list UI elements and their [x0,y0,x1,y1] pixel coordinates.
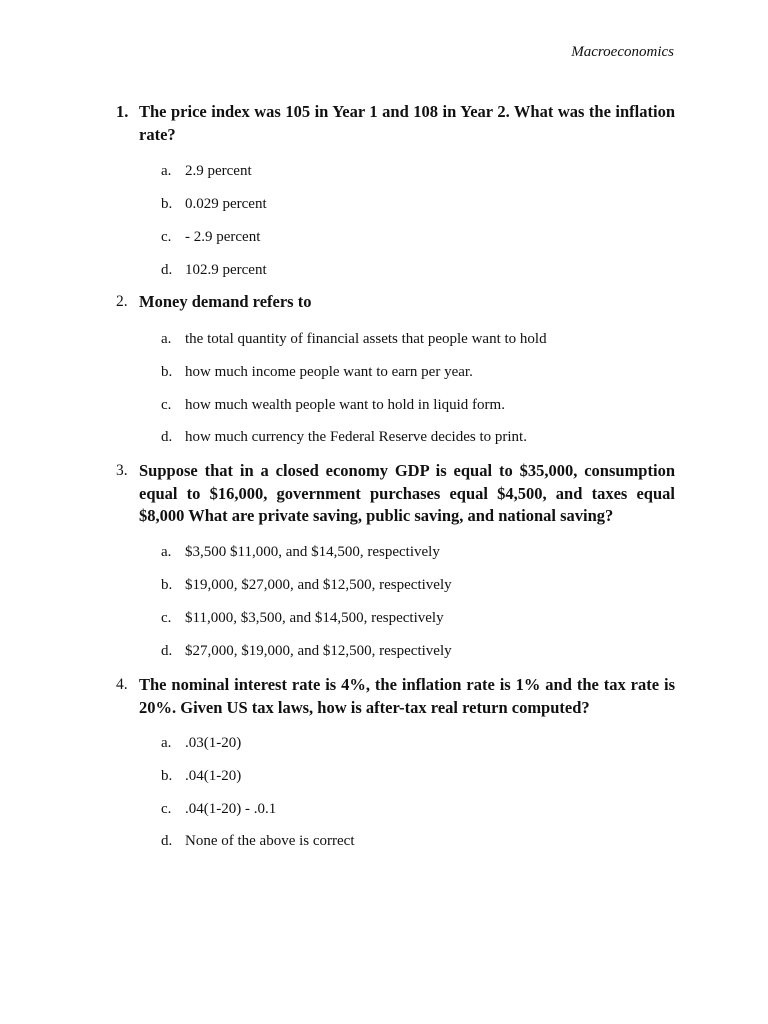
option-letter: d. [161,429,173,445]
option-letter: c. [161,801,172,817]
option-letter: a. [161,735,172,751]
option-letter: a. [161,163,172,179]
question-text: The nominal interest rate is 4%, the inflation rate is 1% and the tax rate is 20%. Given US tax laws, how is after-tax real return computed? [139,675,675,717]
question-number: 1. [116,102,129,121]
question-text: The price index was 105 in Year 1 and 108 in Year 2. What was the inflation rate? [139,102,675,144]
option-letter: d. [161,833,173,849]
option-letter: d. [161,262,173,278]
option-text: 102.9 percent [185,262,267,278]
question-number: 4. [116,676,128,693]
option-text: 0.029 percent [185,196,267,212]
option-letter: c. [161,229,172,245]
option-text: $3,500 $11,000, and $14,500, respectively [185,544,440,560]
question-text: Suppose that in a closed economy GDP is equal to $35,000, consumption equal to $16,000, government purchases equal $4,500, and taxes equal $8,000 What are private saving, public saving, and national saving? [139,461,675,526]
question-number: 3. [116,462,128,479]
option-text: None of the above is correct [185,833,355,849]
running-header: Macroeconomics [571,44,674,60]
option-text: .03(1-20) [185,735,242,751]
option-text: how much wealth people want to hold in liquid form. [185,397,505,413]
option-letter: b. [161,196,173,212]
option-letter: c. [161,610,172,626]
option-text: 2.9 percent [185,163,252,179]
option-letter: a. [161,331,172,347]
option-text: $19,000, $27,000, and $12,500, respectively [185,577,452,593]
option-text: the total quantity of financial assets that people want to hold [185,331,547,347]
option-letter: b. [161,577,173,593]
option-text: .04(1-20) [185,768,242,784]
option-letter: b. [161,768,173,784]
option-letter: b. [161,364,173,380]
question-number: 2. [116,293,128,310]
option-text: $11,000, $3,500, and $14,500, respectively [185,610,444,626]
option-letter: d. [161,643,173,659]
option-text: .04(1-20) - .0.1 [185,801,277,817]
option-letter: c. [161,397,172,413]
option-text: how much income people want to earn per year. [185,364,473,380]
option-text: - 2.9 percent [185,229,261,245]
option-text: how much currency the Federal Reserve decides to print. [185,429,527,445]
option-letter: a. [161,544,172,560]
option-text: $27,000, $19,000, and $12,500, respectively [185,643,452,659]
question-text: Money demand refers to [139,292,312,311]
